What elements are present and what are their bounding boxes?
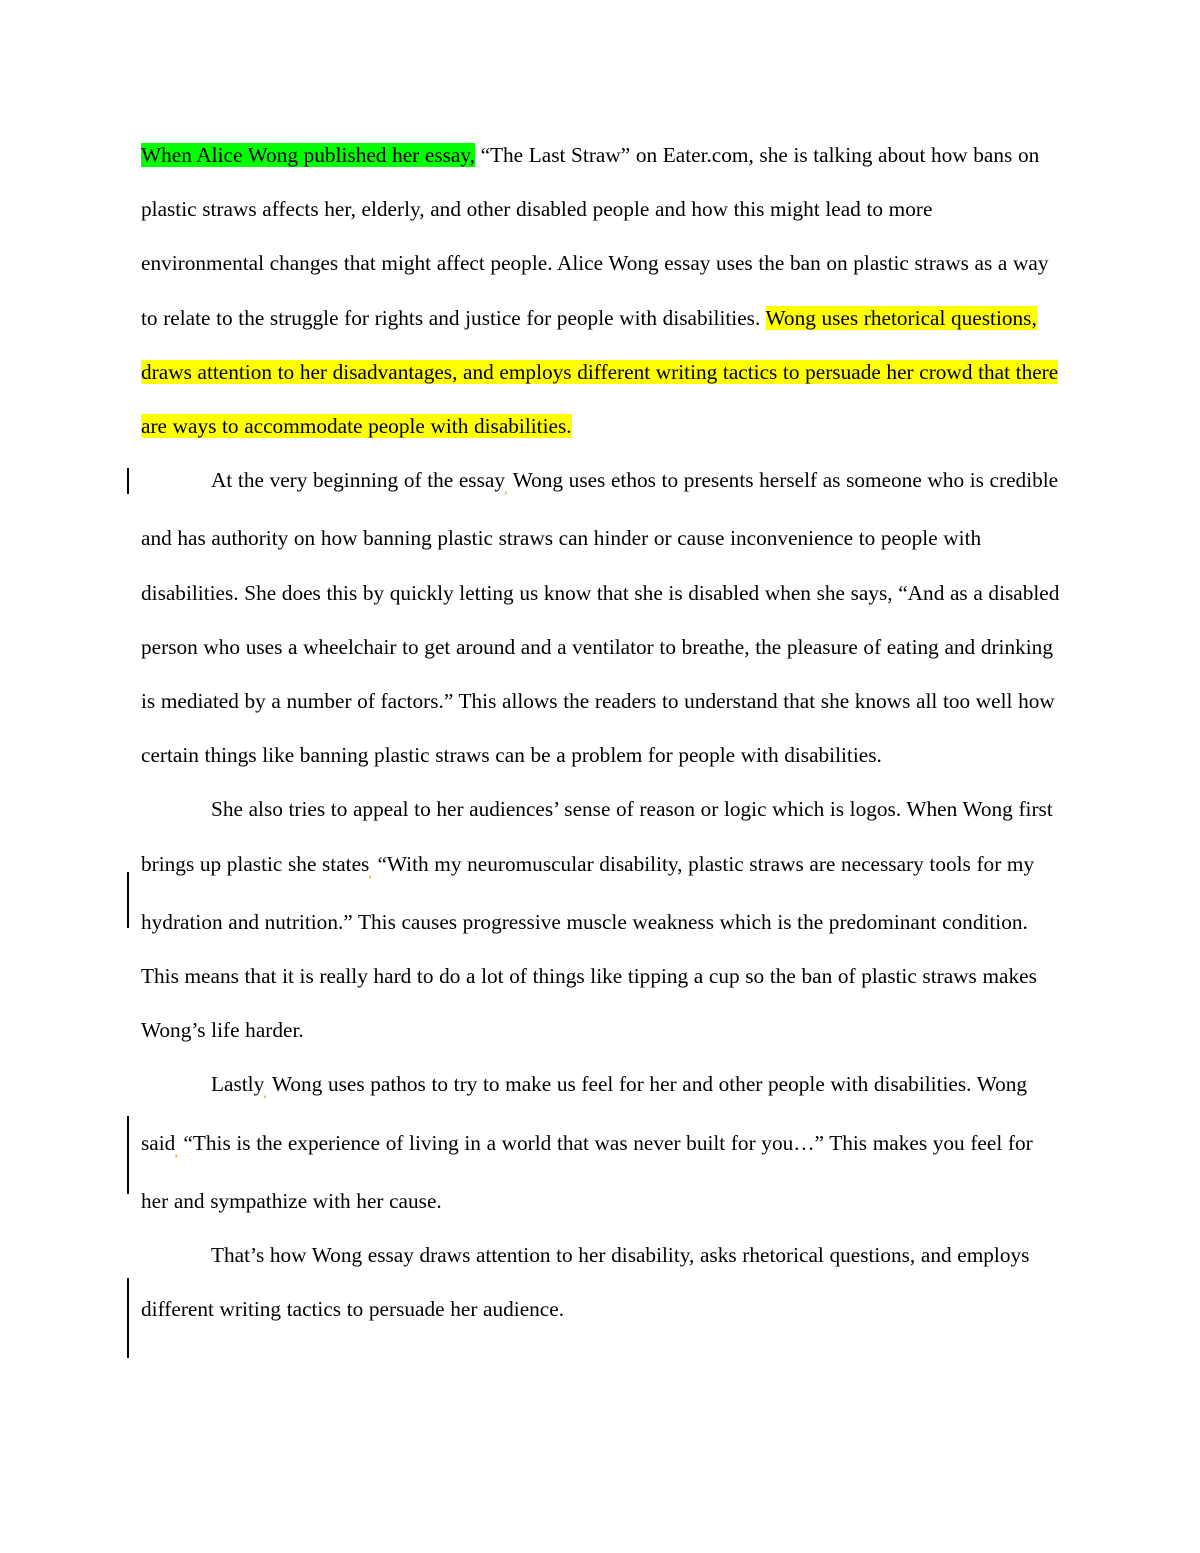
- revision-bar: [127, 468, 129, 494]
- paragraph-pathos: [141, 1057, 1061, 1228]
- paragraph-conclusion: [141, 1228, 1061, 1336]
- paragraph-text: She also tries to appeal to her audiences’ sense of reason or logic which is logos. When Wong first brings up plastic she states: [141, 797, 1053, 876]
- paragraph-text: “This is the experience of living in a world that was never built for you…” This makes you feel for her and sympathize with her cause.: [141, 1130, 1033, 1213]
- paragraph-ethos: [141, 453, 1061, 782]
- paragraph-text: “The Last Straw” on Eater.com, she is talking about how bans on plastic straws affects her, elderly, and other disabled people and how this might lead to more environmental changes that might affect people. Alice Wong essay uses the ban on plastic straws as a way to relate to the struggle for rights and justice for people with disabilities.: [141, 143, 1049, 330]
- highlighted-text-yellow: Wong uses rhetorical questions, draws attention to her disadvantages, and employs different writing tactics to persuade her crowd that there are ways to accommodate people with disabilities.: [141, 305, 1059, 439]
- tracked-change-mark: ,: [503, 482, 508, 498]
- highlighted-text-green: When Alice Wong published her essay,: [141, 143, 475, 167]
- paragraph-text: “With my neuromuscular disability, plastic straws are necessary tools for my hydration and nutrition.” This causes progressive muscle weakness which is the predominant condition. This means that it is really hard to do a lot of things like tipping a cup so the ban of plastic straws makes Wong’s life harder.: [141, 851, 1037, 1043]
- tracked-change-mark: ,: [368, 865, 372, 881]
- revision-bar: [127, 1116, 129, 1194]
- paragraph-intro: [141, 128, 1061, 453]
- tracked-change-mark: ,: [263, 1086, 267, 1102]
- paragraph-text: Wong uses pathos to try to make us feel for her and other people with disabilities. Wong said: [141, 1072, 1028, 1155]
- revision-bar: [127, 1278, 129, 1358]
- document-body: [141, 128, 1061, 1336]
- paragraph-logos: [141, 782, 1061, 1057]
- paragraph-text: Lastly: [211, 1072, 265, 1097]
- paragraph-text: At the very beginning of the essay: [211, 468, 505, 493]
- tracked-change-mark: ,: [174, 1144, 178, 1160]
- revision-bar: [127, 872, 129, 928]
- paragraph-text: Wong uses ethos to presents herself as someone who is credible and has authority on how banning plastic straws can hinder or cause inconvenience to people with disabilities. She does this by quickly letting us know that she is disabled when she says, “And as a disabled person who uses a wheelchair to get around and a ventilator to breathe, the pleasure of eating and drinking is mediated by a number of factors.” This allows the readers to understand that she knows all too well how certain things like banning plastic straws can be a problem for people with disabilities.: [141, 468, 1060, 768]
- paragraph-text: That’s how Wong essay draws attention to her disability, asks rhetorical questions, and employs different writing tactics to persuade her audience.: [141, 1243, 1030, 1322]
